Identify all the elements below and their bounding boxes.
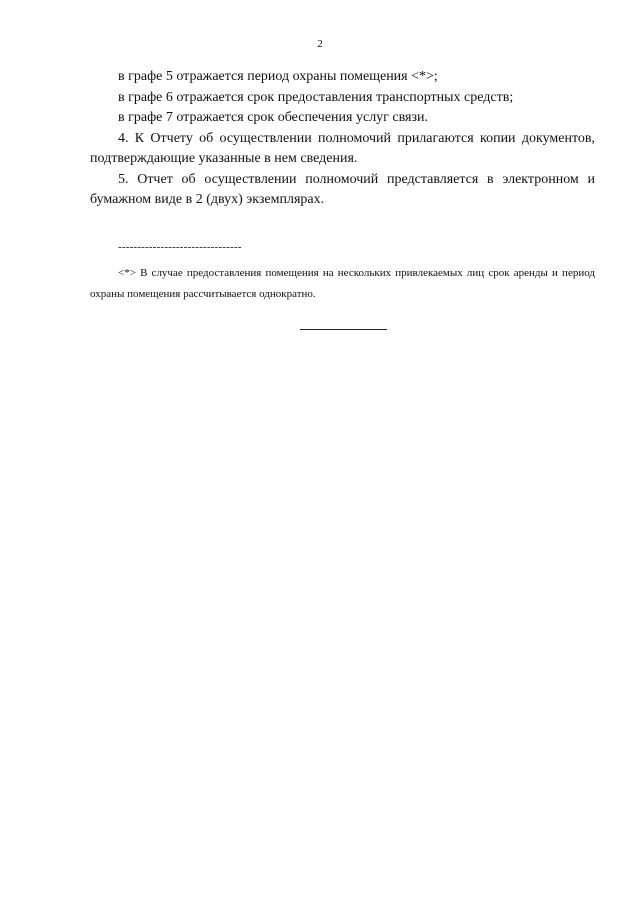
paragraph-column-7: в графе 7 отражается срок обеспечения услуг связи. [118, 110, 429, 125]
paragraph-column-5: в графе 5 отражается период охраны помещения <*>; [118, 69, 438, 84]
footnote-separator: -------------------------------- [118, 241, 242, 253]
paragraph-item-5: 5. Отчет об осуществлении полномочий представляется в электронном и бумажном виде в 2 (двух) экземплярах. [90, 171, 595, 207]
page-number: 2 [317, 38, 323, 50]
document-body [90, 67, 595, 211]
paragraph-item-4: 4. К Отчету об осуществлении полномочий прилагаются копии документов, подтверждающие указанные в нем сведения. [90, 130, 595, 166]
end-of-document-rule [300, 329, 387, 330]
paragraph-column-6: в графе 6 отражается срок предоставления транспортных средств; [118, 89, 514, 105]
footnote-text: <*> В случае предоставления помещения на нескольких привлекаемых лиц срок аренды и период охраны помещения рассчитывается однократно. [90, 267, 595, 300]
